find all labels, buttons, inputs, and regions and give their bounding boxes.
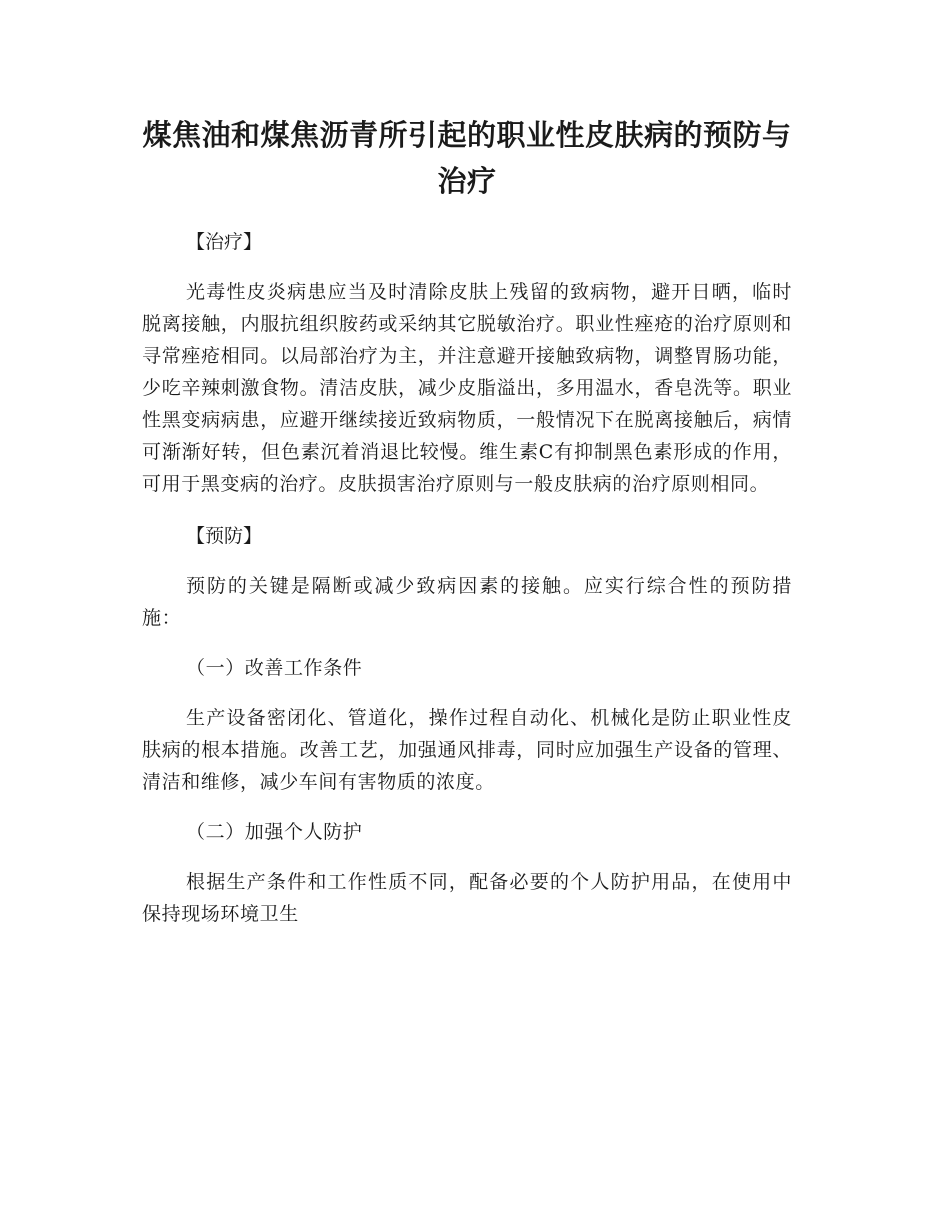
prevention-intro-paragraph: 预防的关键是隔断或减少致病因素的接触。应实行综合性的预防措施： [142, 575, 792, 629]
subsection-heading-personal-protection: （二）加强个人防护 [186, 821, 363, 843]
work-conditions-paragraph: 生产设备密闭化、管道化，操作过程自动化、机械化是防止职业性皮肤病的根本措施。改善工艺，加强通风排毒，同时应加强生产设备的管理、清洁和维修，减少车间有害物质的浓度。 [142, 707, 792, 793]
treatment-paragraph: 光毒性皮炎病患应当及时清除皮肤上残留的致病物，避开日晒，临时脱离接触，内服抗组织胺药或采纳其它脱敏治疗。职业性痤疮的治疗原则和寻常痤疮相同。以局部治疗为主，并注意避开接触致病物，调整胃肠功能，少吃辛辣刺激食物。清洁皮肤，减少皮脂溢出，多用温水，香皂洗等。职业性黑变病病患，应避开继续接近致病物质，一般情况下在脱离接触后，病情可渐渐好转，但色素沉着消退比较慢。维生素C有抑制黑色素形成的作用，可用于黑变病的治疗。皮肤损害治疗原则与一般皮肤病的治疗原则相同。 [142, 281, 792, 495]
document-page [142, 112, 792, 930]
subsection-heading-work-conditions: （一）改善工作条件 [186, 657, 363, 679]
section-heading-treatment: 【治疗】 [186, 231, 263, 253]
document-title: 煤焦油和煤焦沥青所引起的职业性皮肤病的预防与治疗 [142, 118, 792, 198]
section-heading-prevention: 【预防】 [186, 525, 263, 547]
personal-protection-paragraph: 根据生产条件和工作性质不同，配备必要的个人防护用品，在使用中保持现场环境卫生 [142, 871, 792, 925]
